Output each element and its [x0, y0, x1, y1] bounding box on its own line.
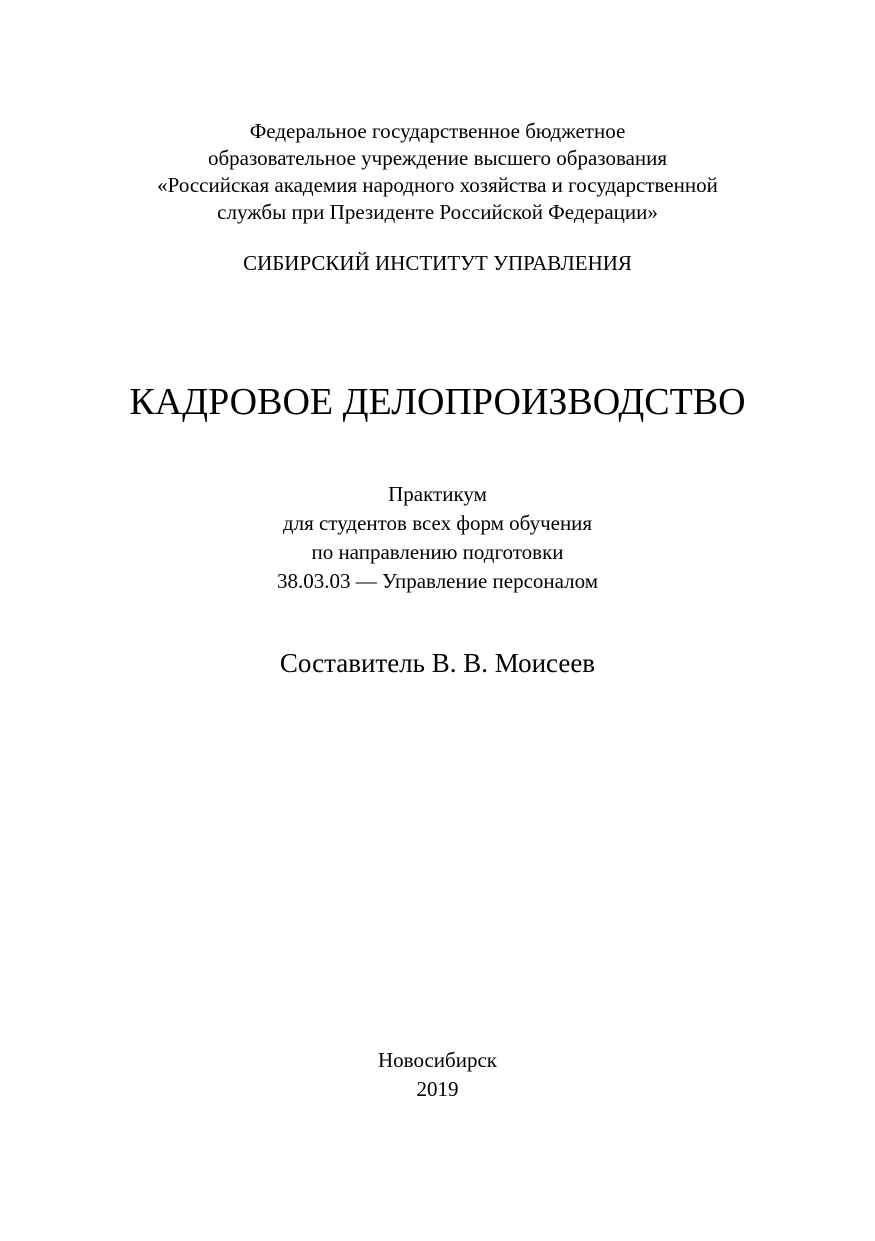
document-subtitle	[0, 480, 875, 596]
institution-line: службы при Президенте Российской Федерации»	[217, 200, 658, 224]
subtitle-line: по направлению подготовки	[311, 540, 564, 564]
institute-name	[0, 250, 875, 277]
compiler	[0, 646, 875, 680]
imprint-city: Новосибирск	[378, 1048, 497, 1072]
institute-name-text: СИБИРСКИЙ ИНСТИТУТ УПРАВЛЕНИЯ	[243, 251, 632, 275]
institution-name	[0, 118, 875, 226]
imprint	[0, 1046, 875, 1104]
document-title-text: КАДРОВОЕ ДЕЛОПРОИЗВОДСТВО	[129, 381, 746, 423]
institution-line: Федеральное государственное бюджетное	[249, 119, 626, 143]
institution-line: «Российская академия народного хозяйства и государственной	[157, 173, 718, 197]
subtitle-line: Практикум	[388, 482, 487, 506]
subtitle-line: 38.03.03 — Управление персоналом	[276, 569, 599, 593]
compiler-text: Составитель В. В. Моисеев	[279, 648, 596, 678]
institution-line: образовательное учреждение высшего образования	[207, 146, 668, 170]
subtitle-line: для студентов всех форм обучения	[282, 511, 593, 535]
imprint-year: 2019	[416, 1077, 459, 1101]
document-title	[0, 379, 875, 425]
